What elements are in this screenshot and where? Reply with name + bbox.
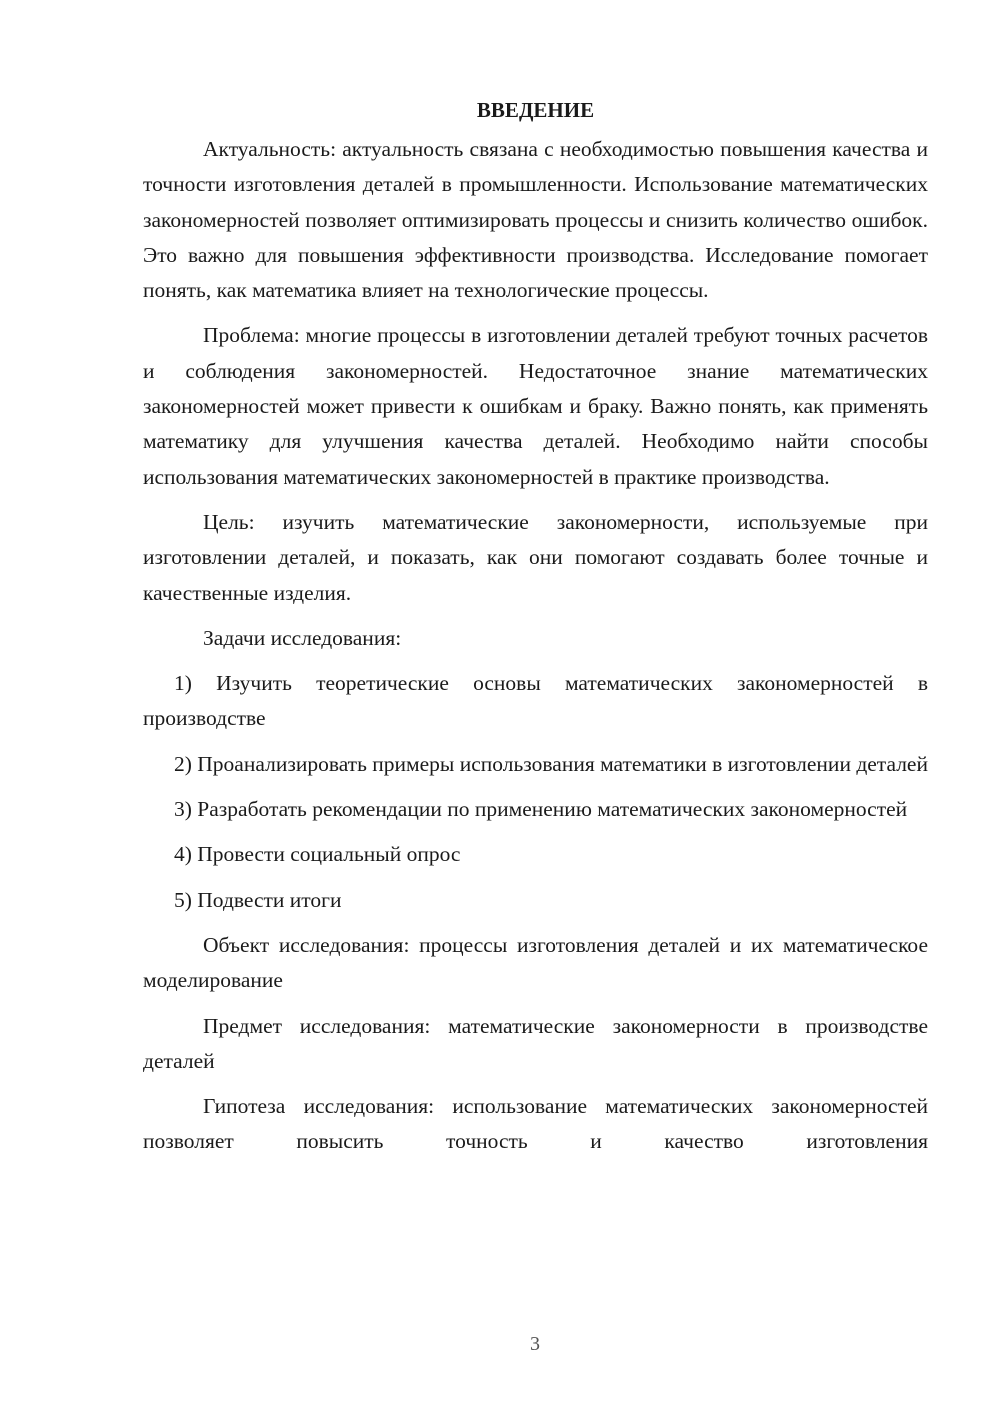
research-hypothesis-paragraph: Гипотеза исследования: использование математических закономерностей позволяет повысить точность и качество изготовления [143, 1094, 928, 1154]
task-item-5: 5) Подвести итоги [174, 887, 342, 912]
task-item-4: 4) Провести социальный опрос [174, 842, 461, 867]
tasks-title: Задачи исследования: [203, 625, 402, 650]
section-heading: ВВЕДЕНИЕ [476, 98, 595, 122]
task-item-3: 3) Разработать рекомендации по применению математических закономерностей [174, 797, 908, 822]
page-number: 3 [530, 1333, 540, 1355]
task-item-1: 1) Изучить теоретические основы математических закономерностей в производстве [143, 671, 928, 731]
research-subject-paragraph: Предмет исследования: математические закономерности в производстве деталей [143, 1013, 928, 1073]
task-item-2: 2) Проанализировать примеры использования математики в изготовлении деталей [174, 751, 928, 776]
goal-paragraph: Цель: изучить математические закономерности, используемые при изготовлении деталей, и показать, как они помогают создавать более точные и качественные изделия. [143, 509, 928, 605]
document-page [143, 92, 928, 1170]
relevance-paragraph: Актуальность: актуальность связана с необходимостью повышения качества и точности изготовления деталей в промышленности. Использование математических закономерностей позволяет оптимизировать процессы и снизить количество ошибок. Это важно для повышения эффективности производства. Исследование помогает понять, как математика влияет на технологические процессы. [143, 137, 928, 303]
problem-paragraph: Проблема: многие процессы в изготовлении деталей требуют точных расчетов и соблюдения закономерностей. Недостаточное знание математических закономерностей может привести к ошибкам и браку. Важно понять, как применять математику для улучшения качества деталей. Необходимо найти способы использования математических закономерностей в практике производства. [143, 323, 928, 489]
research-object-paragraph: Объект исследования: процессы изготовления деталей и их математическое моделирование [143, 932, 928, 993]
